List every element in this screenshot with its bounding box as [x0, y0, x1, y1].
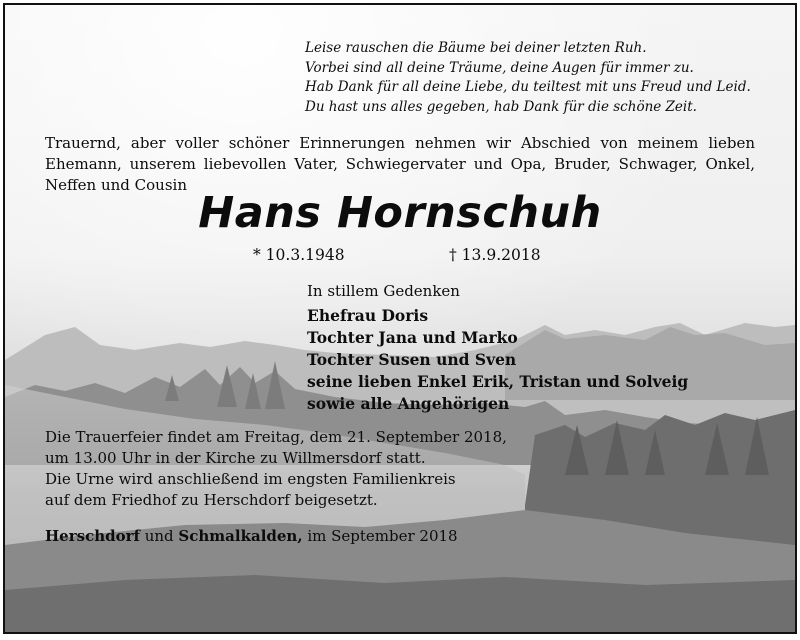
- poem-line: Hab Dank für all deine Liebe, du teiltest mit uns Freud und Leid.: [305, 79, 751, 95]
- poem: [305, 39, 765, 117]
- service-info: [45, 427, 507, 511]
- notice-content: [5, 5, 795, 632]
- deceased-name: Hans Hornschuh: [198, 188, 602, 238]
- mourners-list: [307, 305, 688, 415]
- mourner-line: Tochter Jana und Marko: [307, 328, 518, 347]
- place-herschdorf: Herschdorf: [45, 527, 140, 545]
- service-line: Die Trauerfeier findet am Freitag, dem 21. September 2018,: [45, 428, 507, 446]
- mourner-line: Tochter Susen und Sven: [307, 350, 517, 369]
- place-schmalkalden: Schmalkalden,: [178, 527, 303, 545]
- intro-text: [45, 133, 755, 196]
- poem-line: Du hast uns alles gegeben, hab Dank für die schöne Zeit.: [305, 98, 697, 115]
- service-line: auf dem Friedhof zu Herschdorf beigesetzt.: [45, 491, 378, 509]
- obituary-notice: [3, 3, 797, 634]
- mourner-line: seine lieben Enkel Erik, Tristan und Solveig: [307, 372, 689, 391]
- intro-line: Trauernd, aber voller schöner Erinnerungen nehmen wir Abschied von meinem lieben: [45, 134, 755, 152]
- service-line: Die Urne wird anschließend im engsten Familienkreis: [45, 470, 456, 488]
- birth-date: * 10.3.1948: [253, 246, 345, 264]
- mourner-line: sowie alle Angehörigen: [307, 394, 510, 413]
- remembrance-heading: In stillem Gedenken: [307, 282, 460, 300]
- intro-line: Ehemann, unserem liebevollen Vater, Schwiegervater und Opa, Bruder, Schwager, Onkel,: [45, 155, 755, 173]
- mourner-line: Ehefrau Doris: [307, 306, 429, 325]
- place-connector: und: [139, 527, 179, 545]
- death-date: † 13.9.2018: [449, 246, 541, 264]
- closing-date: im September 2018: [302, 527, 458, 545]
- intro-line: Neffen und Cousin: [45, 176, 187, 194]
- service-line: um 13.00 Uhr in der Kirche zu Willmersdorf statt.: [45, 449, 426, 467]
- place-and-date: [45, 527, 458, 545]
- poem-line: Vorbei sind all deine Träume, deine Augen für immer zu.: [305, 59, 694, 76]
- poem-line: Leise rauschen die Bäume bei deiner letzten Ruh.: [305, 40, 647, 56]
